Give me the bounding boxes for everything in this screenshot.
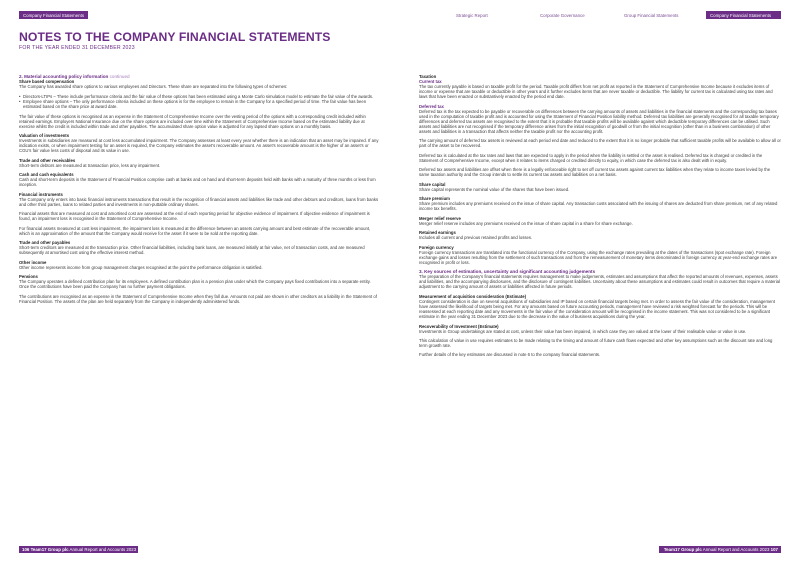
page-number-left: 106 bbox=[22, 547, 30, 552]
acquisition-text: Contingent consideration is due on several acquisitions of subsidiaries and IP based on certain financial targets being met. In order to assess the fair value of the consideration, management have assessed the likelihood of targets being met. For any amounts based on future accounting periods, management have reviewed a risk weighted forecast for the periods. This will be reassessed at each reporting date and any movements in the fair value of the consideration amount will be recognised in the income statement. This was not considered to be a significant estimate in the year ending 31 December 2023 due to the decrease in the value of business acquisitions during the year. bbox=[419, 298, 775, 320]
list-item: • Directors-LTIPs – These include performance criteria and the fair value of these options has been estimated using a Monte Carlo simulation model to estimate the fair value of the awards. bbox=[19, 94, 381, 99]
merger-reserve-text: Merger relief reserve includes any premiums received on the issue of share capital in a share for share exchange. bbox=[419, 220, 633, 226]
merger-reserve-block bbox=[419, 216, 781, 226]
share-comp-block bbox=[19, 79, 381, 129]
page-header bbox=[19, 11, 781, 19]
share-comp-heading: Share based compensation bbox=[19, 79, 75, 85]
merger-reserve-heading: Merger relief reserve bbox=[419, 215, 461, 221]
section-2-title: 2. Material accounting policy information continued bbox=[19, 74, 130, 79]
trade-payables-block bbox=[19, 240, 381, 255]
share-capital-heading: Share capital bbox=[419, 181, 446, 187]
other-income-heading: Other income bbox=[19, 259, 47, 265]
recoverability-p1: Investments in Group undertakings are stated at cost, unless their value has been impaired, in which case they are valued at the lower of their realisable value or value in use. bbox=[419, 328, 747, 334]
recoverability-heading: Recoverability of Investment (Estimate) bbox=[419, 323, 499, 329]
nav-company-financial-statements[interactable]: Company Financial Statements bbox=[706, 11, 781, 19]
foreign-currency-block bbox=[419, 245, 781, 265]
footer-text-right: Annual Report and Accounts 2023 bbox=[702, 547, 770, 552]
share-premium-block bbox=[419, 196, 781, 211]
share-comp-intro: The Company has awarded share options to various employees and Directors. These share are separated into the following types of schemes: bbox=[19, 84, 288, 90]
pensions-p1: The Company operates a defined contribution plan for its employees. A defined contribution plan is a pension plan under which the Company pays fixed contributions into a separate entity. Once the contributions have been paid the Company has no further payment obligations. bbox=[19, 279, 371, 290]
other-income-text: Other income represents income from group management charges recognised at the point the performance obligation is satisfied. bbox=[19, 264, 263, 270]
retained-earnings-text: Includes all current and previous retained profits and losses. bbox=[419, 235, 533, 241]
recoverability-block bbox=[419, 324, 781, 358]
list-item: • Employee share options – The only performance criteria included on these options is for the employee to remain in the Company for a specified period of time. The fair value has been estimated based on the share price at award date. bbox=[19, 99, 381, 109]
trade-payables-text: Short-term creditors are measured at the transaction price. Other financial liabilities, including bank loans, are measured initially at fair value, net of transaction costs, and are measured subsequently at amortised cost using the effective interest method. bbox=[19, 245, 365, 256]
section-3-title: 3. Key sources of estimation, uncertainty and significant accounting judgements bbox=[419, 269, 596, 275]
current-tax-heading: Current tax bbox=[419, 79, 442, 85]
financial-instruments-heading: Financial instruments bbox=[19, 191, 63, 197]
nav-group-financial-statements[interactable]: Group Financial Statements bbox=[624, 12, 679, 18]
page-subtitle: FOR THE YEAR ENDED 31 DECEMBER 2023 bbox=[19, 45, 135, 51]
retained-earnings-block bbox=[419, 230, 781, 240]
deferred-tax-p2: The carrying amount of deferred tax assets is reviewed at each period end date and reduced to the extent that it is no longer probable that sufficient taxable profits will be available to allow all or part of the asset to be recovered. bbox=[419, 138, 781, 149]
cash-text: Cash and short-term deposits in the Statement of Financial Position comprise cash at banks and on hand and short-term deposits held with banks with a maturity of three months or less from inception. bbox=[19, 177, 376, 188]
page-title: NOTES TO THE COMPANY FINANCIAL STATEMENTS bbox=[19, 30, 331, 44]
foreign-currency-text: Foreign currency transactions are translated into the functional currency of the Company, using the exchange rates prevailing at the dates of the transactions (spot exchange rate). Foreign exchange gains and losses resulting from the settlement of such transactions and from the remeasurement of monetary items denominated in foreign currency at year-end exchange rates are recognised in profit or loss. bbox=[419, 249, 778, 265]
deferred-tax-p1: Deferred tax is the tax expected to be payable or recoverable on differences between the carrying amounts of assets and liabilities in the financial statements and the corresponding tax bases used in the computation of taxable profit and is accounted for using the Statement of Financial Position liability method. Deferred tax liabilities are generally recognised for all taxable temporary differences and deferred tax assets are recognised to the extent that it is probable that taxable profits will be available against which deductible temporary differences can be utilised. Such assets and liabilities are not recognised if the temporary difference arises from the initial recognition of goodwill or from the initial recognition (other than in a business combination) of other assets and liabilities in a transaction that affects neither the taxable profit nor the accounting profit. bbox=[419, 108, 779, 134]
other-income-block bbox=[19, 260, 381, 270]
foreign-currency-heading: Foreign currency bbox=[419, 244, 454, 250]
pensions-block bbox=[19, 274, 381, 304]
share-premium-text: Share premium includes any premiums received on the issue of share capital. Any transaction costs associated with the issuing of shares are deducted from share premium, net of any related income tax benefits. bbox=[419, 201, 778, 212]
pensions-p2: The contributions are recognised as an expense in the Statement of Comprehensive Income when they fall due. Amounts not paid are shown in other creditors as a liability in the Statement of Financial Position. The assets of the plan are held separately from the Company in independently administered funds. bbox=[19, 293, 377, 304]
share-capital-block bbox=[419, 182, 781, 192]
deferred-tax-p3: Deferred tax is calculated at the tax rates and laws that are expected to apply in the period when the liability is settled or the asset is realised. Deferred tax is charged or credited in the Statement of Comprehensive Income, except when it relates to items charged or credited directly to equity, in which case the deferred tax is also dealt with in equity. bbox=[419, 152, 763, 163]
section-tag: Company Financial Statements bbox=[19, 11, 88, 19]
pensions-heading: Pensions bbox=[19, 274, 38, 280]
taxation-block bbox=[419, 74, 781, 177]
footer-brand-right: Team17 Group plc bbox=[663, 547, 702, 552]
trade-receivables-block bbox=[19, 158, 381, 168]
nav-strategic-report[interactable]: Strategic Report bbox=[456, 12, 488, 18]
current-tax-text: The tax currently payable is based on taxable profit for the period. Taxable profit differs from net profit as reported in the Statement of Comprehensive Income because it excludes items of income or expense that are taxable or deductible in other years and it further excludes items that are never taxable or deductible. The liability for current tax is calculated using tax rates and laws that have been enacted or substantively enacted by the period end date. bbox=[419, 84, 773, 100]
acquisition-heading: Measurement of acquisition consideration (Estimate) bbox=[419, 293, 526, 299]
financial-instruments-p1: The Company only enters into basic financial instruments transactions that result in the recognition of financial assets and liabilities like trade and other debtors and creditors, loans from banks and other third parties, loans to related parties and investments in non-puttable ordinary shares. bbox=[19, 196, 379, 207]
financial-instruments-block bbox=[19, 192, 381, 236]
trade-receivables-heading: Trade and other receivables bbox=[19, 157, 76, 163]
valuation-block bbox=[19, 133, 381, 153]
cash-block bbox=[19, 172, 381, 187]
page-number-right: 107 bbox=[770, 547, 778, 552]
retained-earnings-heading: Retained earnings bbox=[419, 230, 456, 236]
share-comp-list bbox=[19, 94, 381, 110]
footer-text-left: Annual Report and Accounts 2023 bbox=[69, 547, 137, 552]
footer-right bbox=[659, 546, 781, 553]
acquisition-block bbox=[419, 294, 781, 319]
section-nav bbox=[454, 11, 781, 19]
valuation-heading: Valuation of investments bbox=[19, 133, 70, 139]
nav-corporate-governance[interactable]: Corporate Governance bbox=[540, 12, 585, 18]
footer-brand-left: Team17 Group plc bbox=[30, 547, 69, 552]
financial-instruments-p3: For financial assets measured at cost less impairment, the impairment loss is measured at the difference between an assets carrying amount and best estimate of the recoverable amount, which is an approximation of the amount that the Company would receive for the asset if it were to be sold at the reporting date. bbox=[19, 225, 371, 236]
cash-heading: Cash and cash equivalents bbox=[19, 172, 74, 178]
footer-left bbox=[19, 546, 138, 553]
recoverability-p2: This calculation of value in use requires estimates to be made relating to the timing and amount of future cash flows expected and other key assumptions such as the discount rate and long term growth rate. bbox=[419, 338, 773, 349]
deferred-tax-p4: Deferred tax assets and liabilities are offset when there is a legally enforceable right to set off current tax assets against current tax liabilities when they relate to income taxes levied by the same taxation authority and the Group intends to settle its current tax assets and liabilities on a net basis. bbox=[419, 167, 771, 178]
deferred-tax-heading: Deferred tax bbox=[419, 103, 444, 109]
trade-receivables-text: Short-term debtors are measured at transaction price, less any impairment. bbox=[19, 162, 161, 168]
taxation-heading: Taxation bbox=[419, 74, 437, 79]
financial-instruments-p2: Financial assets that are measured at cost and amortised cost are assessed at the end of each reporting period for objective evidence of impairment. If objective evidence of impairment is found, an impairment loss is recognised in the Statement of Comprehensive Income. bbox=[19, 211, 370, 222]
valuation-text: Investments in subsidiaries are measured at cost less accumulated impairment. The Company assesses at least every year whether there is an indication that an asset may be impaired. If any indication exists, or when impairment testing for an asset is required, the Company estimates the asset’s recoverable amount. An asset’s recoverable amount is the higher of an asset’s or CGU’s fair value less costs of disposal and its value in use. bbox=[19, 138, 379, 154]
recoverability-p3: Further details of the key estimates are discussed in note 6 to the company financial statements. bbox=[419, 352, 601, 358]
share-comp-body: The fair value of these options is recognised as an expense in the Statement of Comprehensive Income over the vesting period of the options with a corresponding credit included within retained earnings. Employers National Insurance due on the share options are included over time within the Statement of Comprehensive Income based on the estimated liability due at exercise whilst the credit is included within trade and other payables. The accumulated share option value is adjusted for any lapsed share options on a monthly basis. bbox=[19, 113, 366, 129]
section-3-intro: The preparation of the Company’s financial statements requires management to make judgements, estimates and assumptions that affect the reported amounts of revenues, expenses, assets and liabilities, and the accompanying disclosures, and the disclosure of contingent liabilities. Uncertainty about these assumptions and estimates could result in outcomes that require a material adjustment to the carrying amount of assets or liabilities affected in future periods. bbox=[419, 274, 780, 290]
trade-payables-heading: Trade and other payables bbox=[19, 240, 71, 246]
share-premium-heading: Share premium bbox=[419, 196, 450, 202]
share-capital-text: Share capital represents the nominal value of the shares that have been issued. bbox=[419, 186, 570, 192]
left-column bbox=[19, 74, 381, 308]
right-column bbox=[419, 74, 781, 362]
